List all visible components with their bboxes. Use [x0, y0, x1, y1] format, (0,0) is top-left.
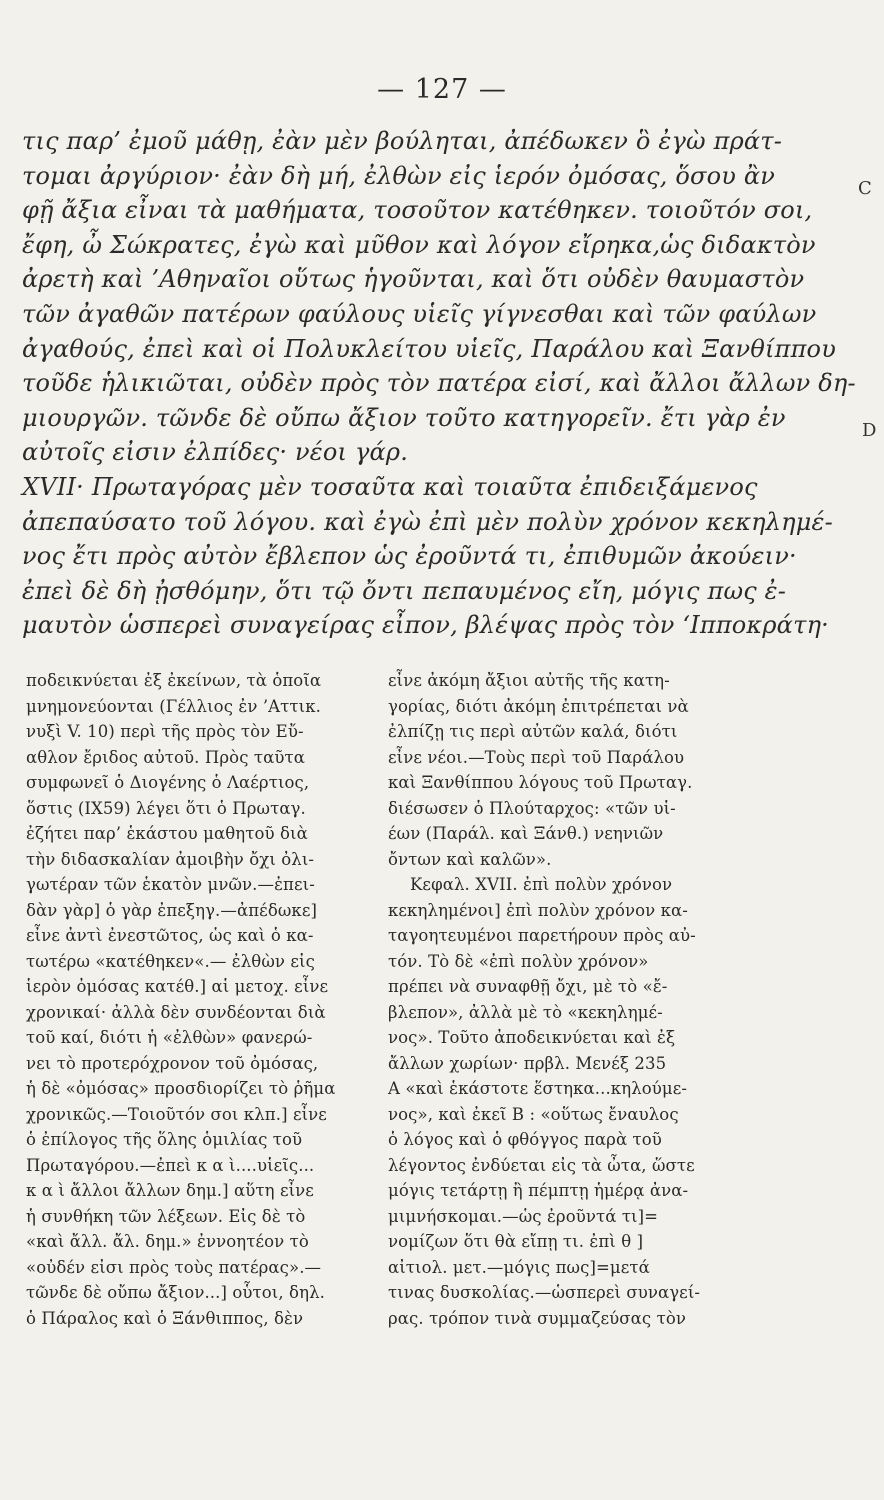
note-line: λέγοντος ἐνδύεται εἰς τὰ ὦτα, ὥστε: [388, 1155, 695, 1175]
note-line: χρονικῶς.—Τοιοῦτόν σοι κλπ.] εἶνε: [26, 1104, 327, 1124]
note-line: δὰν γὰρ] ὁ γὰρ ἐπεξηγ.—ἀπέδωκε]: [26, 900, 318, 920]
commentary-left-column: [26, 668, 351, 1331]
main-text-line: ἀρετὴ καὶ ’Αθηναῖοι οὕτως ἡγοῦνται, καὶ ὅτι οὐδὲν θαυμαστὸν: [22, 265, 805, 294]
note-line: ἄλλων χωρίων· πρβλ. Μενέξ 235: [388, 1053, 667, 1073]
note-line: γορίας, διότι ἀκόμη ἐπιτρέπεται νὰ: [388, 696, 689, 716]
note-line: διέσωσεν ὁ Πλούταρχος: «τῶν υἱ-: [388, 798, 676, 818]
note-line: νομίζων ὅτι θὰ εἴπῃ τι. ἐπὶ θ ]: [388, 1232, 644, 1251]
note-line: νος». Τοῦτο ἀποδεικνύεται καὶ ἐξ: [388, 1028, 676, 1047]
note-line: ταγοητευμένοι παρετήρουν πρὸς αὐ-: [388, 926, 696, 945]
note-line: κ α ὶ ἄλλοι ἄλλων δημ.] αὕτη εἶνε: [26, 1181, 314, 1200]
chapter-start-line: XVII· Πρωταγόρας μὲν τοσαῦτα καὶ τοιαῦτα ἐπιδειξάμενος: [22, 472, 758, 501]
note-line: εἶνε ἀκόμη ἄξιοι αὐτῆς τῆς κατη-: [388, 671, 670, 690]
main-text-line: ἐπεὶ δὲ δὴ ᾐσθόμην, ὅτι τῷ ὄντι πεπαυμένος εἴη, μόγις πως ἐ-: [22, 576, 787, 605]
note-line: μόγις τετάρτῃ ἢ πέμπτῃ ἡμέρᾳ ἀνα-: [388, 1181, 689, 1200]
main-text-line: μιουργῶν. τῶνδε δὲ οὔπω ἄξιον τοῦτο κατηγορεῖν. ἔτι γὰρ ἐν: [22, 403, 786, 432]
note-line: νυξὶ V. 10) περὶ τῆς πρὸς τὸν Εὔ-: [26, 722, 304, 741]
main-text-line: μαυτὸν ὡσπερεὶ συναγείρας εἶπον, βλέψας πρὸς τὸν ‘Ιπποκράτη·: [22, 611, 829, 640]
note-line: ἡ δὲ «ὀμόσας» προσδιορίζει τὸ ῥῆμα: [26, 1079, 336, 1098]
margin-mark-d: D: [862, 420, 877, 441]
note-line: χρονικαί· ἀλλὰ δὲν συνδέονται διὰ: [26, 1002, 326, 1022]
note-line: ἐλπίζῃ τις περὶ αὐτῶν καλά, διότι: [388, 722, 678, 741]
note-line: ἐζήτει παρ’ ἑκάστου μαθητοῦ διὰ: [26, 824, 308, 843]
note-line: τινας δυσκολίας.—ὡσπερεὶ συναγεί-: [388, 1283, 701, 1302]
main-text-line: τῶν ἀγαθῶν πατέρων φαύλους υἱεῖς γίγνεσθαι καὶ τῶν φαύλων: [22, 299, 817, 328]
note-line: ὁ ἐπίλογος τῆς ὅλης ὁμιλίας τοῦ: [26, 1130, 303, 1149]
note-line: καὶ Ξανθίππου λόγους τοῦ Πρωταγ.: [388, 773, 693, 792]
note-line: «οὐδέν εἰσι πρὸς τοὺς πατέρας».—: [26, 1257, 322, 1277]
note-line: ὁ λόγος καὶ ὁ φθόγγος παρὰ τοῦ: [388, 1130, 662, 1149]
note-line: ρας. τρόπον τινὰ συμμαζεύσας τὸν: [388, 1308, 686, 1328]
main-text-line: ἔφη, ὦ Σώκρατες, ἐγὼ καὶ μῦθον καὶ λόγον εἴρηκα,ὡς διδακτὸν: [22, 230, 816, 259]
main-text-line: ἀπεπαύσατο τοῦ λόγου. καὶ ἐγὼ ἐπὶ μὲν πολὺν χρόνον κεκηλημέ-: [22, 507, 833, 536]
note-line: νος», καὶ ἐκεῖ B : «οὕτως ἔναυλος: [388, 1104, 679, 1124]
note-line: τῶνδε δὲ οὔπω ἄξιον...] οὗτοι, δηλ.: [26, 1283, 325, 1302]
note-line: ἡ συνθήκη τῶν λέξεων. Εἰς δὲ τὸ: [26, 1206, 306, 1226]
note-line: αἰτιολ. μετ.—μόγις πως]=μετά: [388, 1257, 650, 1277]
note-line: γωτέραν τῶν ἑκατὸν μνῶν.—ἐπει-: [26, 875, 315, 894]
note-line: πρέπει νὰ συναφθῇ ὄχι, μὲ τὸ «ἔ-: [388, 977, 668, 996]
page-number: — 127 —: [377, 74, 507, 105]
note-line: Πρωταγόρου.—ἐπεὶ κ α ὶ....υἱεῖς...: [26, 1155, 315, 1175]
note-line: μνημονεύονται (Γέλλιος ἐν ’Αττικ.: [26, 696, 321, 716]
note-line: τωτέρω «κατέθηκεν«.— ἐλθὼν εἰς: [26, 951, 315, 971]
note-line: έων (Παράλ. καὶ Ξάνθ.) νεηνιῶν: [388, 824, 664, 843]
margin-mark-c: C: [858, 178, 872, 199]
note-line: ποδεικνύεται ἐξ ἐκείνων, τὰ ὁποῖα: [26, 671, 322, 690]
note-line: εἶνε νέοι.—Τοὺς περὶ τοῦ Παράλου: [388, 747, 685, 767]
note-line: νει τὸ προτερόχρονον τοῦ ὀμόσας,: [26, 1053, 319, 1073]
main-text-line: νος ἔτι πρὸς αὐτὸν ἔβλεπον ὡς ἐροῦντά τι, ἐπιθυμῶν ἀκούειν·: [22, 542, 797, 571]
note-line: αθλον ἔριδος αὐτοῦ. Πρὸς ταῦτα: [26, 747, 305, 767]
note-line: ὅστις (IX59) λέγει ὅτι ὁ Πρωταγ.: [26, 798, 306, 818]
note-line: ἱερὸν ὀμόσας κατέθ.] αἱ μετοχ. εἶνε: [26, 977, 329, 996]
note-line: εἶνε ἀντὶ ἐνεστῶτος, ὡς καὶ ὁ κα-: [26, 926, 314, 945]
note-line: βλεπον», ἀλλὰ μὲ τὸ «κεκηλημέ-: [388, 1002, 663, 1022]
note-line: ὁ Πάραλος καὶ ὁ Ξάνθιππος, δὲν: [26, 1308, 304, 1328]
note-line: «καὶ ἄλλ. ἄλ. δημ.» ἐννοητέον τὸ: [26, 1232, 309, 1251]
note-line: τοῦ καί, διότι ἡ «ἐλθὼν» φανερώ-: [26, 1028, 313, 1047]
note-line: ὄντων καὶ καλῶν».: [388, 849, 552, 869]
note-line: τὴν διδασκαλίαν ἀμοιβὴν ὄχι ὀλι-: [26, 849, 315, 869]
note-line: συμφωνεῖ ὁ Διογένης ὁ Λαέρτιος,: [26, 773, 310, 792]
main-text-line: τοῦδε ἡλικιῶται, οὐδὲν πρὸς τὸν πατέρα εἰσί, καὶ ἄλλοι ἄλλων δη-: [22, 369, 856, 398]
main-text-line: τομαι ἀργύριον· ἐὰν δὴ μή, ἐλθὼν εἰς ἱερόν ὀμόσας, ὅσου ἂν: [22, 161, 776, 190]
note-line: Κεφαλ. XVII. ἐπὶ πολὺν χρόνον: [410, 875, 673, 894]
main-greek-text: [22, 124, 856, 643]
commentary-right-column: [388, 668, 723, 1331]
note-line: τόν. Τὸ δὲ «ἐπὶ πολὺν χρόνον»: [388, 951, 649, 971]
note-line: κεκηλημένοι] ἐπὶ πολὺν χρόνον κα-: [388, 900, 688, 920]
main-text-line: ἀγαθούς, ἐπεὶ καὶ οἱ Πολυκλείτου υἱεῖς, Παράλου καὶ Ξανθίππου: [22, 334, 836, 363]
note-line: A «καὶ ἑκάστοτε ἕστηκα...κηλούμε-: [388, 1079, 688, 1098]
main-text-line: αὐτοῖς εἰσιν ἐλπίδες· νέοι γάρ.: [22, 438, 409, 467]
note-line: μιμνήσκομαι.—ὡς ἐροῦντά τι]=: [388, 1206, 659, 1226]
main-text-line: φῇ ἄξια εἶναι τὰ μαθήματα, τοσοῦτον κατέθηκεν. τοιοῦτόν σοι,: [22, 196, 813, 225]
main-text-line: τις παρ’ ἐμοῦ μάθῃ, ἐὰν μὲν βούληται, ἀπέδωκεν ὃ ἐγὼ πράτ-: [22, 127, 783, 155]
